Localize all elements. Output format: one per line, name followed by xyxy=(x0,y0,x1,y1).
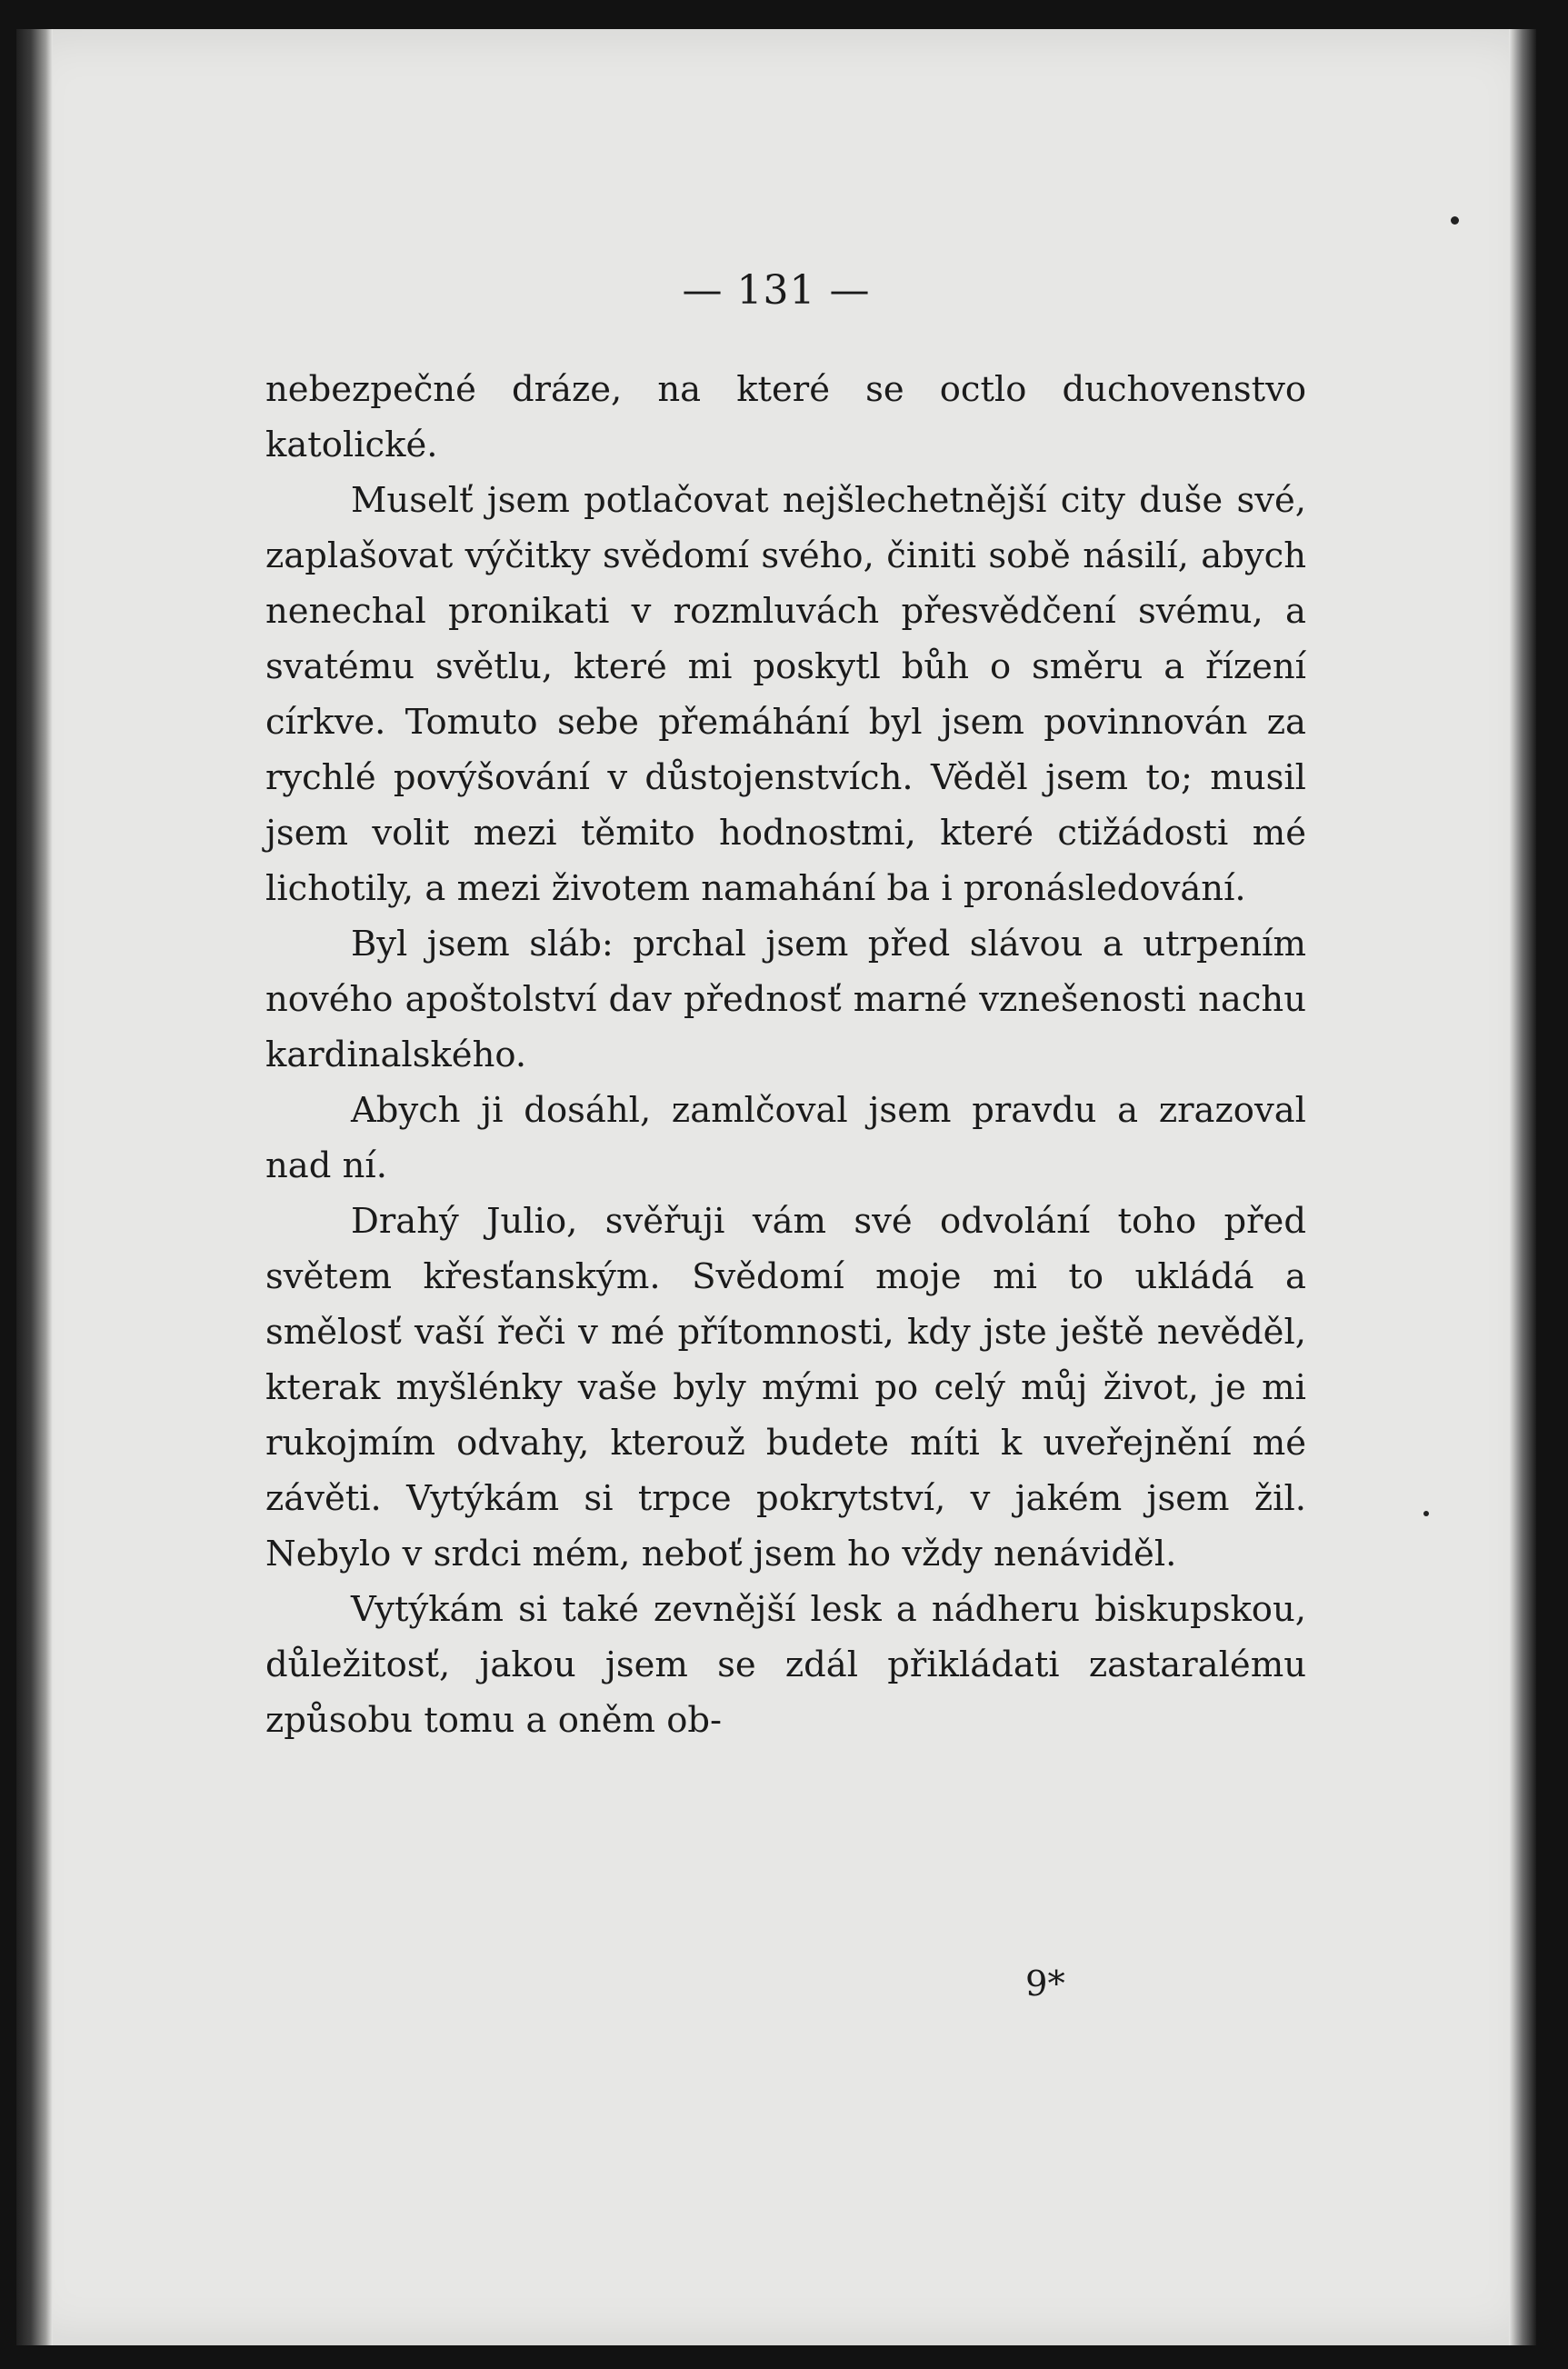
page-binding-edge xyxy=(16,29,53,2345)
paragraph: Byl jsem sláb: prchal jsem před slávou a utrpením nového apoštolství dav přednosť marné vznešenosti nachu kardinalského. xyxy=(265,924,1306,1075)
paragraph: Abych ji dosáhl, zamlčoval jsem pravdu a zrazoval nad ní. xyxy=(265,1090,1306,1186)
paragraph: Muselť jsem potlačovat nejšlechetnější city duše své, zaplašovat výčitky svědomí svého, činiti sobě násilí, abych nenechal pronikati v rozmluvách přesvědčení svému, a svatému světlu, které mi poskytl bůh o směru a řízení církve. Tomuto sebe přemáhání byl jsem povinnován za rychlé povýšování v důstojenstvích. Věděl jsem to; musil jsem volit mezi těmito hodnostmi, které ctižádosti mé lichotily, a mezi životem namahání ba i pronásledování. xyxy=(265,480,1306,909)
ink-speck xyxy=(1451,216,1459,225)
paragraph: Vytýkám si také zevnější lesk a nádheru biskupskou, důležitosť, jakou jsem se zdál přikládati zastaralému způsobu tomu a oněm ob- xyxy=(265,1589,1306,1741)
page-outer-edge xyxy=(1509,29,1536,2345)
body-text xyxy=(265,362,1306,1748)
page-number: — 131 — xyxy=(682,267,871,314)
paragraph-continuation: nebezpečné dráze, na které se octlo duchovenstvo katolické. xyxy=(265,369,1306,465)
printer-signature-mark: 9* xyxy=(1025,1964,1065,2004)
ink-speck xyxy=(1423,1511,1429,1516)
paragraph: Drahý Julio, svěřuji vám své odvolání toho před světem křesťanským. Svědomí moje mi to ukládá a smělosť vaší řeči v mé přítomnosti, kdy jste ještě nevěděl, kterak myšlénky vaše byly mými po celý můj život, je mi rukojmím odvahy, kterouž budete míti k uveřejnění mé závěti. Vytýkám si trpce pokrytství, v jakém jsem žil. Nebylo v srdci mém, neboť jsem ho vždy nenáviděl. xyxy=(265,1201,1306,1574)
